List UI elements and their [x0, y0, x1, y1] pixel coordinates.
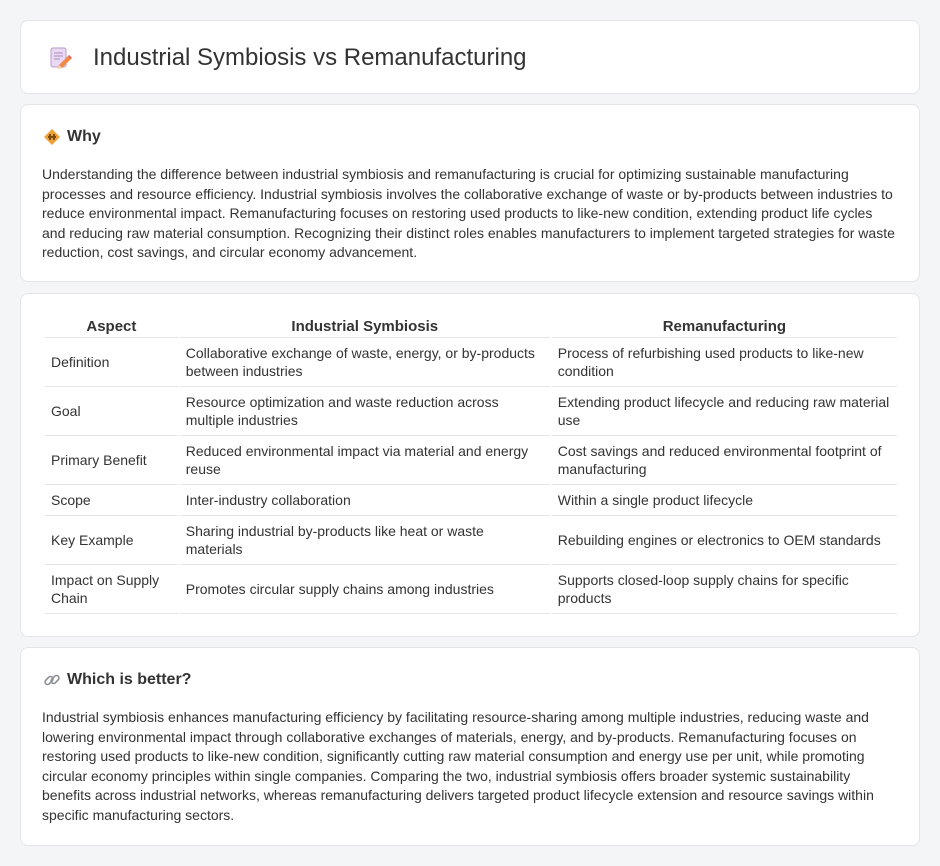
- column-header-remanufacturing: Remanufacturing: [552, 316, 897, 338]
- table-row: [45, 516, 897, 565]
- row-industrial-symbiosis-cell: Resource optimization and waste reduction across multiple industries: [180, 387, 550, 436]
- why-heading: [43, 127, 101, 147]
- which-is-better-body: Industrial symbiosis enhances manufacturing efficiency by facilitating resource-sharing among multiple industries, reducing waste and lowering environmental impact through collaborative exchanges of materials, energy, and by-products. Remanufacturing focuses on restoring used products to like-new condition, significantly cutting raw material consumption and energy use per unit, while promoting circular economy principles within single companies. Comparing the two, industrial symbiosis offers broader systemic sustainability benefits across industrial networks, whereas remanufacturing delivers targeted product lifecycle extension and resource savings within specific manufacturing sectors.: [42, 709, 874, 823]
- page-title: Industrial Symbiosis vs Remanufacturing: [93, 44, 527, 71]
- which-is-better-heading: [43, 670, 191, 690]
- comparison-table: [43, 316, 899, 614]
- row-industrial-symbiosis-cell: Reduced environmental impact via material and energy reuse: [180, 436, 550, 485]
- diamond-warning-icon: [43, 128, 61, 146]
- row-aspect-cell: Primary Benefit: [45, 436, 178, 485]
- row-aspect-cell: Goal: [45, 387, 178, 436]
- row-aspect-cell: Key Example: [45, 516, 178, 565]
- why-body: Understanding the difference between industrial symbiosis and remanufacturing is crucial for optimizing sustainable manufacturing processes and resource efficiency. Industrial symbiosis involves the collaborative exchange of waste or by-products between industries to reduce environmental impact. Remanufacturing focuses on restoring used products to like-new condition, extending product life cycles and reducing raw material consumption. Recognizing their distinct roles enables manufacturers to implement targeted strategies for waste reduction, cost savings, and circular economy advancement.: [42, 166, 895, 260]
- row-remanufacturing-cell: Cost savings and reduced environmental footprint of manufacturing: [552, 436, 897, 485]
- table-row: [45, 565, 897, 614]
- row-aspect-cell: Scope: [45, 485, 178, 516]
- row-remanufacturing-cell: Rebuilding engines or electronics to OEM standards: [552, 516, 897, 565]
- document-pencil-icon: [47, 45, 73, 71]
- column-header-industrial-symbiosis: Industrial Symbiosis: [180, 316, 550, 338]
- column-header-aspect: Aspect: [45, 316, 178, 338]
- why-section: [20, 104, 920, 282]
- row-remanufacturing-cell: Extending product lifecycle and reducing raw material use: [552, 387, 897, 436]
- why-title: Why: [67, 128, 101, 145]
- row-remanufacturing-cell: Supports closed-loop supply chains for specific products: [552, 565, 897, 614]
- table-row: [45, 387, 897, 436]
- row-industrial-symbiosis-cell: Sharing industrial by-products like heat or waste materials: [180, 516, 550, 565]
- row-remanufacturing-cell: Within a single product lifecycle: [552, 485, 897, 516]
- row-remanufacturing-cell: Process of refurbishing used products to like-new condition: [552, 338, 897, 387]
- row-industrial-symbiosis-cell: Inter-industry collaboration: [180, 485, 550, 516]
- table-row: [45, 436, 897, 485]
- header-card: [20, 20, 920, 94]
- row-aspect-cell: Definition: [45, 338, 178, 387]
- comparison-section: [20, 293, 920, 637]
- table-row: [45, 485, 897, 516]
- link-icon: [43, 671, 61, 689]
- row-industrial-symbiosis-cell: Promotes circular supply chains among industries: [180, 565, 550, 614]
- row-aspect-cell: Impact on Supply Chain: [45, 565, 178, 614]
- table-row: [45, 338, 897, 387]
- row-industrial-symbiosis-cell: Collaborative exchange of waste, energy, or by-products between industries: [180, 338, 550, 387]
- which-is-better-section: [20, 647, 920, 846]
- table-header-row: [45, 316, 897, 338]
- which-is-better-title: Which is better?: [67, 671, 192, 688]
